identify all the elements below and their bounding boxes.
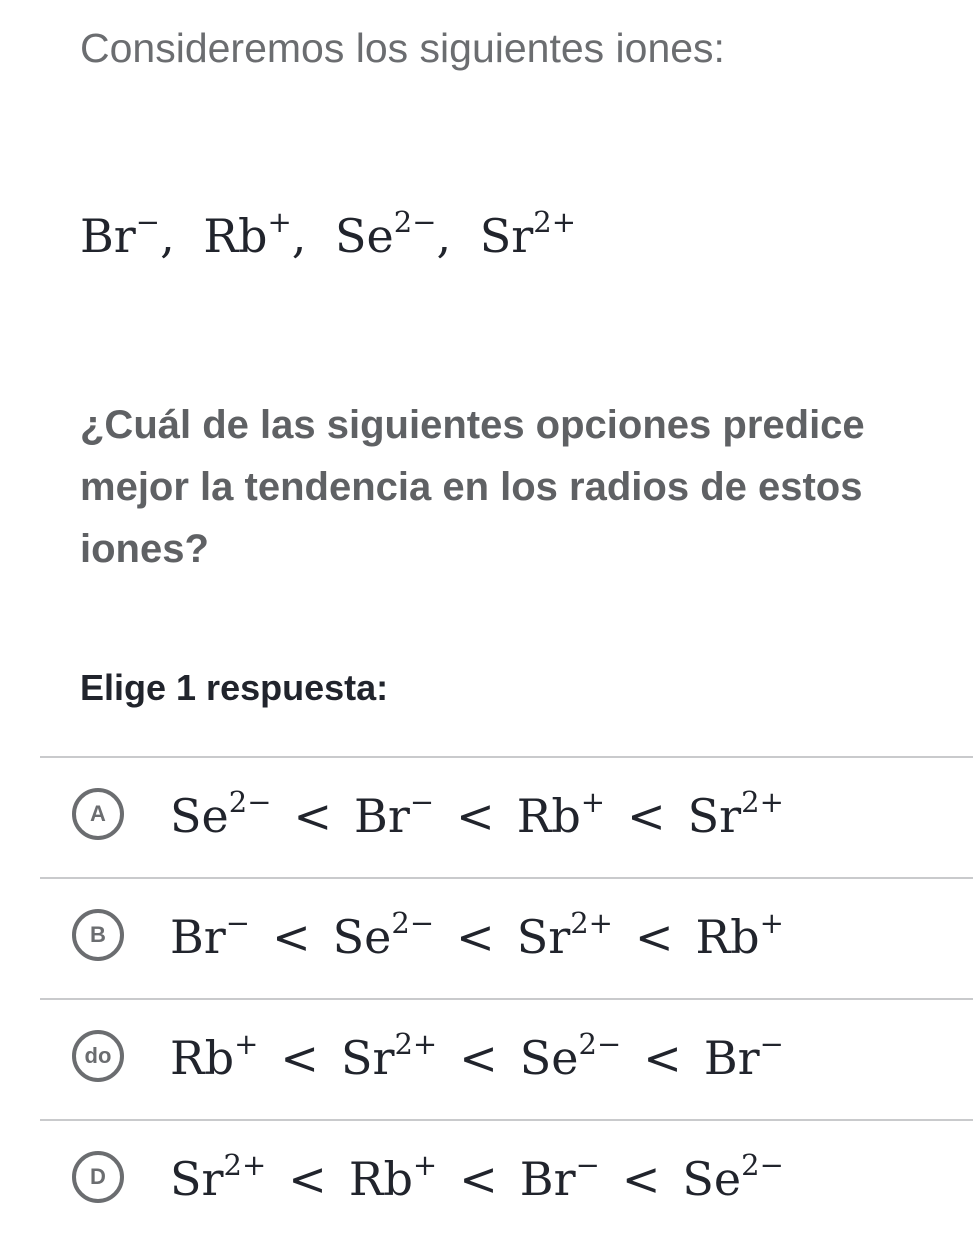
choice-letter-badge[interactable]: D — [72, 1151, 124, 1203]
choice-term: $Se^{2-}$ — [519, 1026, 622, 1085]
ion-term: Rb+ — [203, 204, 292, 263]
ion-charge: 2+ — [533, 204, 577, 239]
less-than-sign: < — [459, 1152, 498, 1206]
ion-list — [80, 204, 576, 268]
choice-letter-badge[interactable]: B — [72, 909, 124, 961]
choice-term: Br− — [703, 1026, 784, 1085]
choice-b[interactable] — [40, 877, 973, 998]
choice-term: Rb+ — [695, 905, 784, 964]
less-than-sign: < — [456, 789, 495, 843]
less-than-sign: < — [627, 789, 666, 843]
ion-term: $Sr^{2+}$ — [479, 204, 577, 263]
question-text: ¿Cuál de las siguientes opciones predice mejor la tendencia en los radios de estos iones? — [80, 403, 865, 571]
less-than-sign: < — [621, 1152, 661, 1206]
less-than-sign: < — [459, 1031, 498, 1085]
ion-charge: + — [267, 204, 292, 239]
choice-term: Rb+ — [170, 1026, 259, 1085]
ion-separator: , — [436, 209, 452, 263]
less-than-sign: < — [288, 1152, 327, 1206]
ion-charge: 2− — [393, 204, 437, 239]
less-than-sign: < — [643, 1031, 682, 1085]
choice-term: $Se^{2-}$ — [682, 1147, 784, 1206]
choice-term: Rb+ — [516, 784, 606, 843]
answer-prompt: Elige 1 respuesta: — [80, 667, 389, 708]
choice-term: Br− — [354, 784, 435, 843]
choice-expression — [170, 1147, 784, 1211]
less-than-sign: < — [280, 1031, 319, 1085]
choice-expression — [170, 1026, 784, 1090]
choice-term: $Sr^{2+}$ — [170, 1147, 267, 1206]
choice-expression — [170, 905, 784, 969]
less-than-sign: < — [272, 910, 311, 964]
choice-expression — [170, 784, 784, 848]
choice-term: $Se^{2-}$ — [170, 784, 272, 843]
ion-separator: , — [160, 209, 175, 263]
choice-c[interactable] — [40, 998, 973, 1119]
answer-choices — [40, 756, 973, 1240]
ion-term: Br− — [80, 204, 161, 263]
choice-letter-badge[interactable]: do — [72, 1030, 124, 1082]
choice-term: $Sr^{2+}$ — [687, 784, 784, 843]
choice-term: Br− — [170, 905, 251, 964]
choice-term: $Sr^{2+}$ — [340, 1026, 438, 1085]
choice-a[interactable] — [40, 756, 973, 877]
ion-separator: , — [291, 209, 307, 263]
ion-term: $Se^{2-}$ — [335, 204, 437, 263]
choice-term: Br− — [519, 1147, 600, 1206]
choice-letter-badge[interactable]: A — [72, 788, 124, 840]
less-than-sign: < — [634, 910, 674, 964]
ion-charge: − — [135, 204, 161, 239]
less-than-sign: < — [456, 910, 495, 964]
choice-term: $Se^{2-}$ — [332, 905, 435, 964]
choice-term: Rb+ — [348, 1147, 438, 1206]
less-than-sign: < — [293, 789, 333, 843]
choice-term: $Sr^{2+}$ — [516, 905, 613, 964]
question-intro: Consideremos los siguientes iones: — [80, 25, 725, 71]
